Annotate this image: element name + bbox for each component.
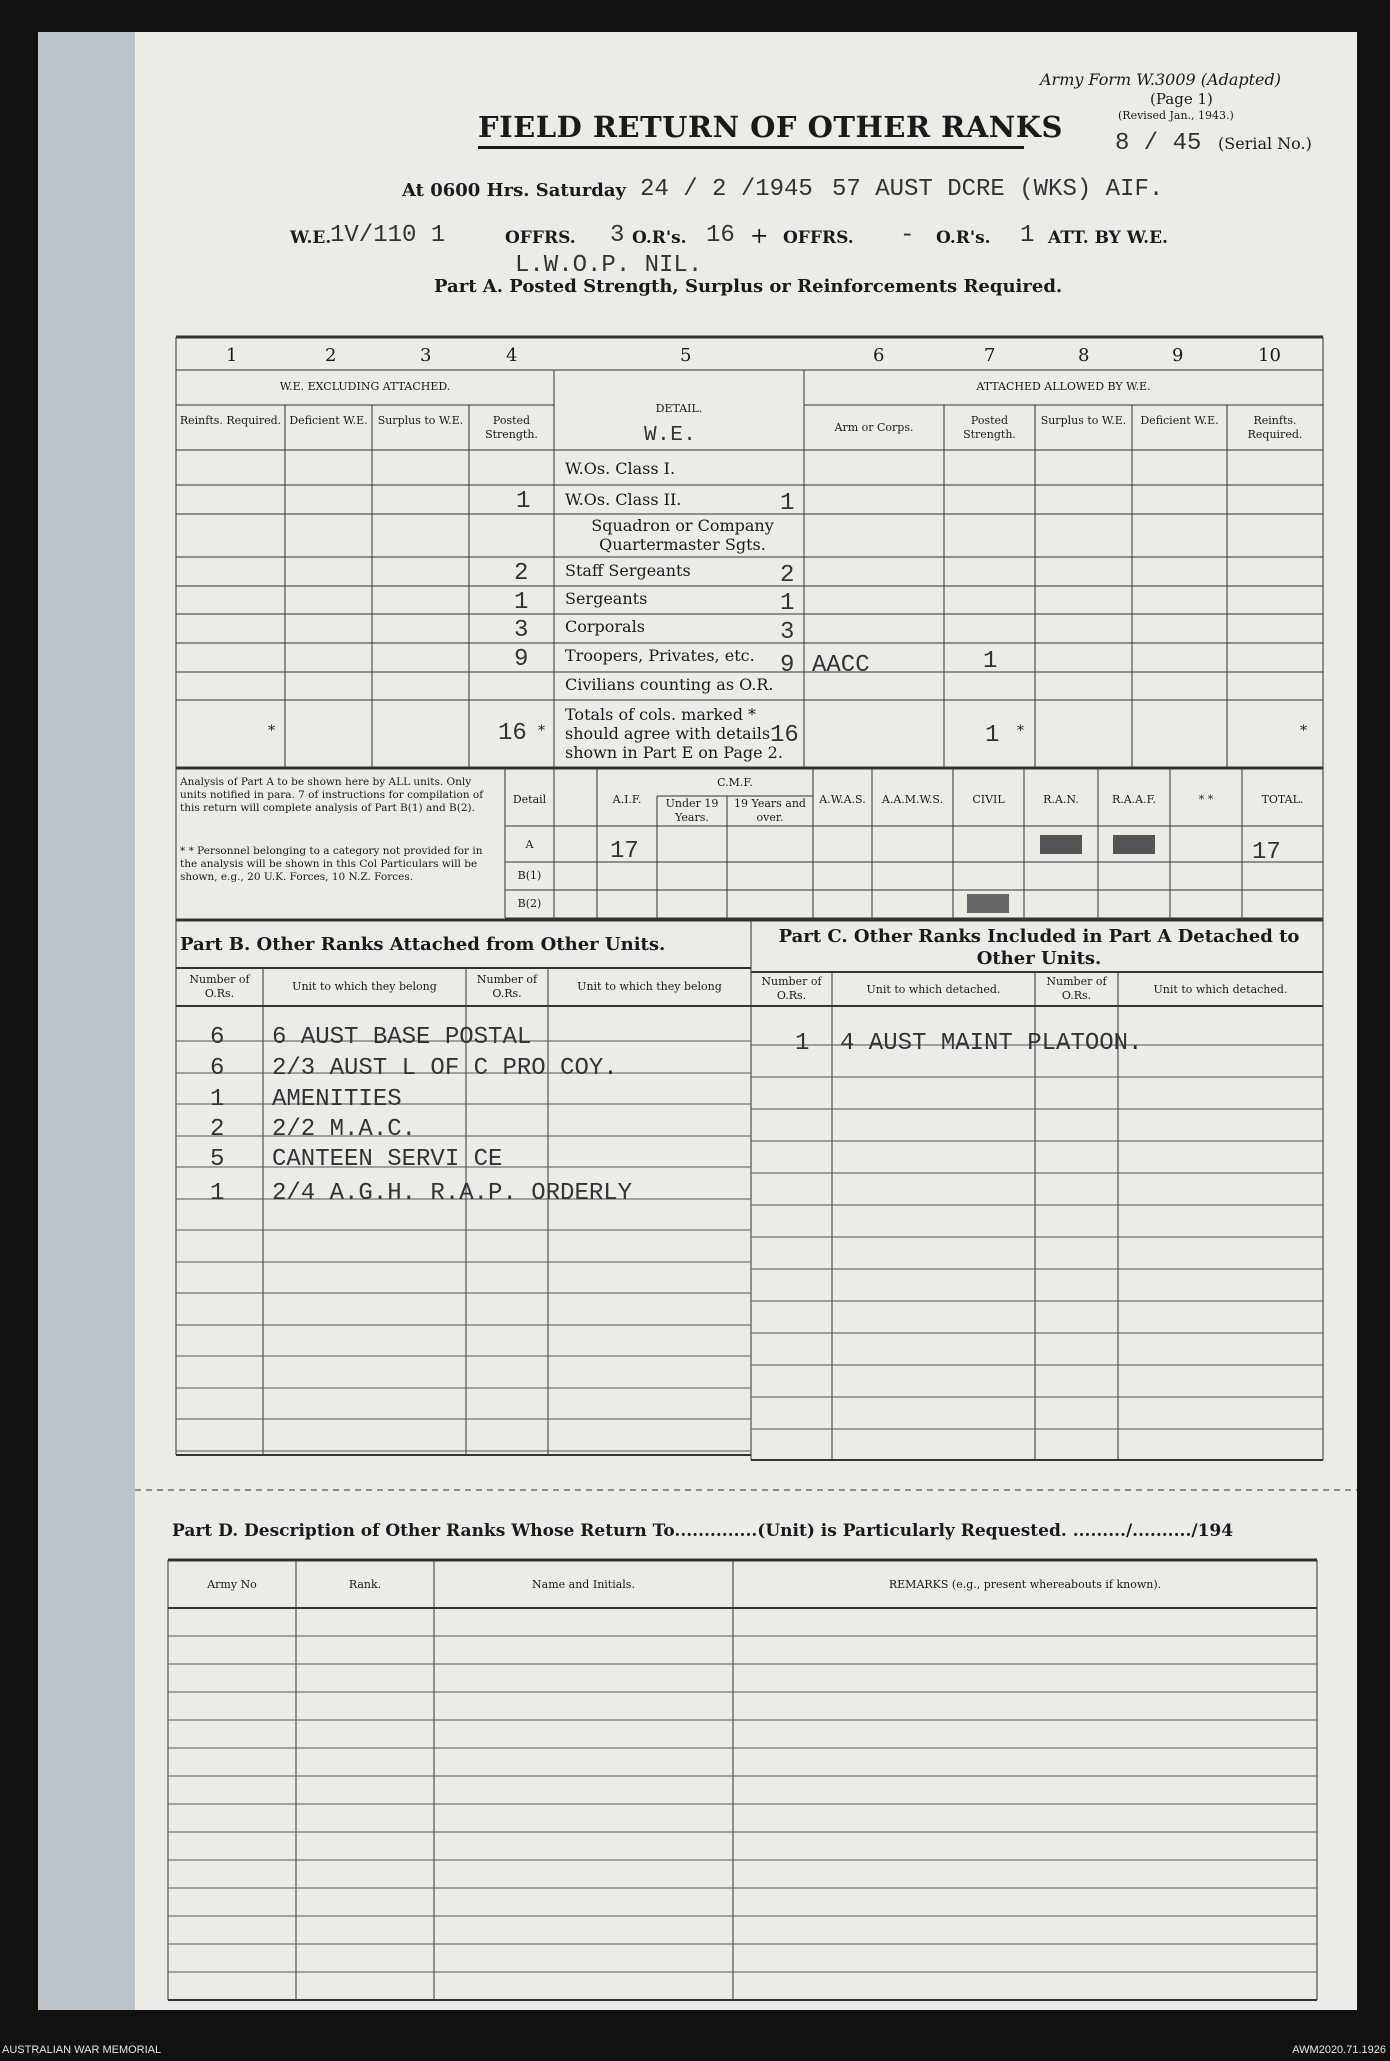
analysis-hdr-other: * * xyxy=(1198,793,1214,806)
page-title: FIELD RETURN OF OTHER RANKS xyxy=(478,110,1063,144)
plus-sign: + xyxy=(750,224,769,249)
row-we-sgt: 1 xyxy=(780,590,795,617)
page-number: (Page 1) xyxy=(1150,90,1213,108)
lwop-note: L.W.O.P. NIL. xyxy=(515,252,703,279)
form-id: Army Form W.3009 (Adapted) xyxy=(1040,70,1282,89)
part-c-unit-1: 4 AUST MAINT PLATOON. xyxy=(840,1030,1143,1057)
part-d-hdr-name: Name and Initials. xyxy=(532,1578,635,1591)
serial-label: (Serial No.) xyxy=(1218,134,1312,153)
col-num-5: 5 xyxy=(680,345,692,366)
row-we-pte: 9 xyxy=(780,652,795,679)
hdr-deficient-right: Deficient W.E. xyxy=(1140,414,1219,427)
col-num-4: 4 xyxy=(506,345,518,366)
part-d-hdr-remarks: REMARKS (e.g., present whereabouts if known). xyxy=(888,1578,1162,1591)
part-b-n-1: 6 xyxy=(210,1024,225,1051)
part-c-hdr-unit1: Unit to which detached. xyxy=(866,983,1001,996)
col-num-10: 10 xyxy=(1258,345,1281,366)
serial-value: 8 / 45 xyxy=(1115,130,1202,157)
row-label-sgt: Sergeants xyxy=(565,589,648,608)
part-b-n-2: 6 xyxy=(210,1055,225,1082)
part-b-n-3: 1 xyxy=(210,1086,225,1113)
part-c-hdr-num2: Number of O.Rs. xyxy=(1046,975,1107,1002)
col-num-3: 3 xyxy=(420,345,432,366)
analysis-hdr-under19: Under 19 Years. xyxy=(665,797,719,824)
hdr-reinfts-right: Reinfts. Required. xyxy=(1247,414,1303,441)
row-arm-pte: AACC xyxy=(812,652,870,679)
analysis-hdr-19over: 19 Years and over. xyxy=(734,797,806,824)
part-b-unit-5: CANTEEN SERVI CE xyxy=(272,1146,503,1173)
part-b-unit-3: AMENITIES xyxy=(272,1086,402,1113)
row-label-wo2: W.Os. Class II. xyxy=(565,490,682,509)
totals-star-right: * xyxy=(1300,723,1307,739)
part-b-hdr-unit2: Unit to which they belong xyxy=(577,980,722,993)
row-we-wo2: 1 xyxy=(780,490,795,517)
analysis-note-1: Analysis of Part A to be shown here by ALL units. Only units notified in para. 7 of instructions for compilation of this return will complete analysis of Part B(1) and B(2). xyxy=(180,776,484,814)
part-b-n-4: 2 xyxy=(210,1116,225,1143)
row-label-wo1: W.Os. Class I. xyxy=(565,459,676,478)
part-d-title: Part D. Description of Other Ranks Whose Return To..............(Unit) is Particularly Requested. ........./........../194 xyxy=(172,1521,1234,1541)
detail-header: DETAIL. xyxy=(655,402,703,415)
part-b-n-5: 5 xyxy=(210,1146,225,1173)
row-posted-cpl: 3 xyxy=(514,617,529,644)
part-b-hdr-unit1: Unit to which they belong xyxy=(292,980,437,993)
part-c-n-1: 1 xyxy=(795,1030,810,1057)
row-label-cpl: Corporals xyxy=(565,617,645,636)
row-label-cqms: Squadron or Company Quartermaster Sgts. xyxy=(591,516,774,554)
at-date: 24 / 2 /1945 xyxy=(640,176,813,203)
row-posted-wo2: 1 xyxy=(516,488,531,515)
row-posted-att-pte: 1 xyxy=(983,648,998,675)
totals-label: Totals of cols. marked * should agree with details shown in Part E on Page 2. xyxy=(565,705,783,762)
totals-posted: 16 xyxy=(498,720,527,747)
part-c-hdr-unit2: Unit to which detached. xyxy=(1153,983,1288,996)
unit-name: 57 AUST DCRE (WKS) AIF. xyxy=(832,176,1164,203)
att-label: ATT. BY W.E. xyxy=(1048,228,1168,248)
col-num-2: 2 xyxy=(325,345,337,366)
ors-value: 16 xyxy=(706,222,735,249)
footer-left: AUSTRALIAN WAR MEMORIAL xyxy=(2,2044,162,2056)
revised-date: (Revised Jan., 1943.) xyxy=(1118,109,1234,122)
row-posted-sgt: 1 xyxy=(514,589,529,616)
we-label: W.E. xyxy=(290,228,332,248)
left-group-header: W.E. EXCLUDING ATTACHED. xyxy=(279,380,451,393)
detail-we: W.E. xyxy=(644,424,697,447)
totals-att: 1 xyxy=(985,722,1000,749)
row-label-pte: Troopers, Privates, etc. xyxy=(565,646,755,665)
analysis-hdr-aamws: A.A.M.W.S. xyxy=(881,793,944,806)
row-we-ssgt: 2 xyxy=(780,562,795,589)
analysis-row-b1: B(1) xyxy=(517,869,542,882)
offrs2-value: - xyxy=(900,222,915,249)
hdr-reinfts-left: Reinfts. Required. xyxy=(179,414,282,427)
analysis-hdr-civil: CIVIL xyxy=(972,793,1005,806)
analysis-total-a: 17 xyxy=(1252,839,1281,866)
at-line-prefix: At 0600 Hrs. Saturday xyxy=(402,180,627,201)
col-num-8: 8 xyxy=(1078,345,1090,366)
analysis-hdr-ran: R.A.N. xyxy=(1043,793,1079,806)
offrs2-label: OFFRS. xyxy=(783,228,854,248)
analysis-hdr-cmf: C.M.F. xyxy=(717,776,753,789)
col-num-7: 7 xyxy=(984,345,996,366)
col-num-9: 9 xyxy=(1172,345,1184,366)
ors2-label: O.R's. xyxy=(936,228,991,248)
part-b-hdr-num1: Number of O.Rs. xyxy=(189,973,250,1000)
row-label-civ: Civilians counting as O.R. xyxy=(565,675,774,694)
we-value: 1V/110 1 xyxy=(330,222,446,249)
analysis-row-b2: B(2) xyxy=(517,897,542,910)
col-num-1: 1 xyxy=(226,345,238,366)
part-b-title: Part B. Other Ranks Attached from Other Units. xyxy=(180,934,666,955)
ors-label: O.R's. xyxy=(632,228,687,248)
part-c-hdr-num1: Number of O.Rs. xyxy=(761,975,822,1002)
analysis-hdr-aif: A.I.F. xyxy=(612,793,642,806)
totals-we: 16 xyxy=(770,722,799,749)
right-group-header: ATTACHED ALLOWED BY W.E. xyxy=(976,380,1151,393)
ors2-value: 1 xyxy=(1020,222,1035,249)
part-b-hdr-num2: Number of O.Rs. xyxy=(476,973,538,1000)
row-posted-ssgt: 2 xyxy=(514,560,529,587)
analysis-hdr-total: TOTAL. xyxy=(1261,793,1304,806)
totals-star-reinfts: * xyxy=(268,723,275,739)
totals-star-posted: * xyxy=(538,723,545,739)
analysis-note-2: * * Personnel belonging to a category not provided for in the analysis will be shown in this Col Particulars will be shown, e.g., 20 U.K. Forces, 10 N.Z. Forces. xyxy=(180,845,483,883)
analysis-hdr-detail: Detail xyxy=(512,793,547,806)
part-b-unit-2: 2/3 AUST L OF C PRO COY. xyxy=(272,1055,618,1082)
part-b-n-6: 1 xyxy=(210,1180,225,1207)
offrs-value: 3 xyxy=(610,222,625,249)
row-posted-pte: 9 xyxy=(514,646,529,673)
hdr-deficient-left: Deficient W.E. xyxy=(289,414,368,427)
analysis-row-a: A xyxy=(525,838,534,851)
part-d-hdr-rank: Rank. xyxy=(348,1578,382,1591)
analysis-hdr-awas: A.W.A.S. xyxy=(819,793,866,806)
totals-star-att: * xyxy=(1017,723,1024,739)
hdr-arm-corps: Arm or Corps. xyxy=(834,421,914,434)
hdr-surplus-left: Surplus to W.E. xyxy=(377,414,464,427)
part-b-unit-1: 6 AUST BASE POSTAL xyxy=(272,1024,532,1051)
row-label-ssgt: Staff Sergeants xyxy=(565,561,691,580)
part-a-title: Part A. Posted Strength, Surplus or Reinforcements Required. xyxy=(434,276,1063,297)
row-we-cpl: 3 xyxy=(780,619,795,646)
part-b-unit-6: 2/4 A.G.H. R.A.P. ORDERLY xyxy=(272,1180,633,1207)
hdr-posted-left: Posted Strength. xyxy=(485,414,538,441)
part-d-hdr-armyno: Army No xyxy=(207,1578,257,1591)
analysis-hdr-raaf: R.A.A.F. xyxy=(1111,793,1157,806)
footer-right: AWM2020.71.1926 xyxy=(1292,2044,1386,2056)
hdr-posted-right: Posted Strength. xyxy=(963,414,1016,441)
analysis-aif-a: 17 xyxy=(610,838,639,865)
col-num-6: 6 xyxy=(873,345,885,366)
part-b-unit-4: 2/2 M.A.C. xyxy=(272,1116,417,1143)
hdr-surplus-right: Surplus to W.E. xyxy=(1040,414,1127,427)
part-c-title: Part C. Other Ranks Included in Part A Detached to Other Units. xyxy=(778,926,1300,969)
offrs-label: OFFRS. xyxy=(505,228,576,248)
